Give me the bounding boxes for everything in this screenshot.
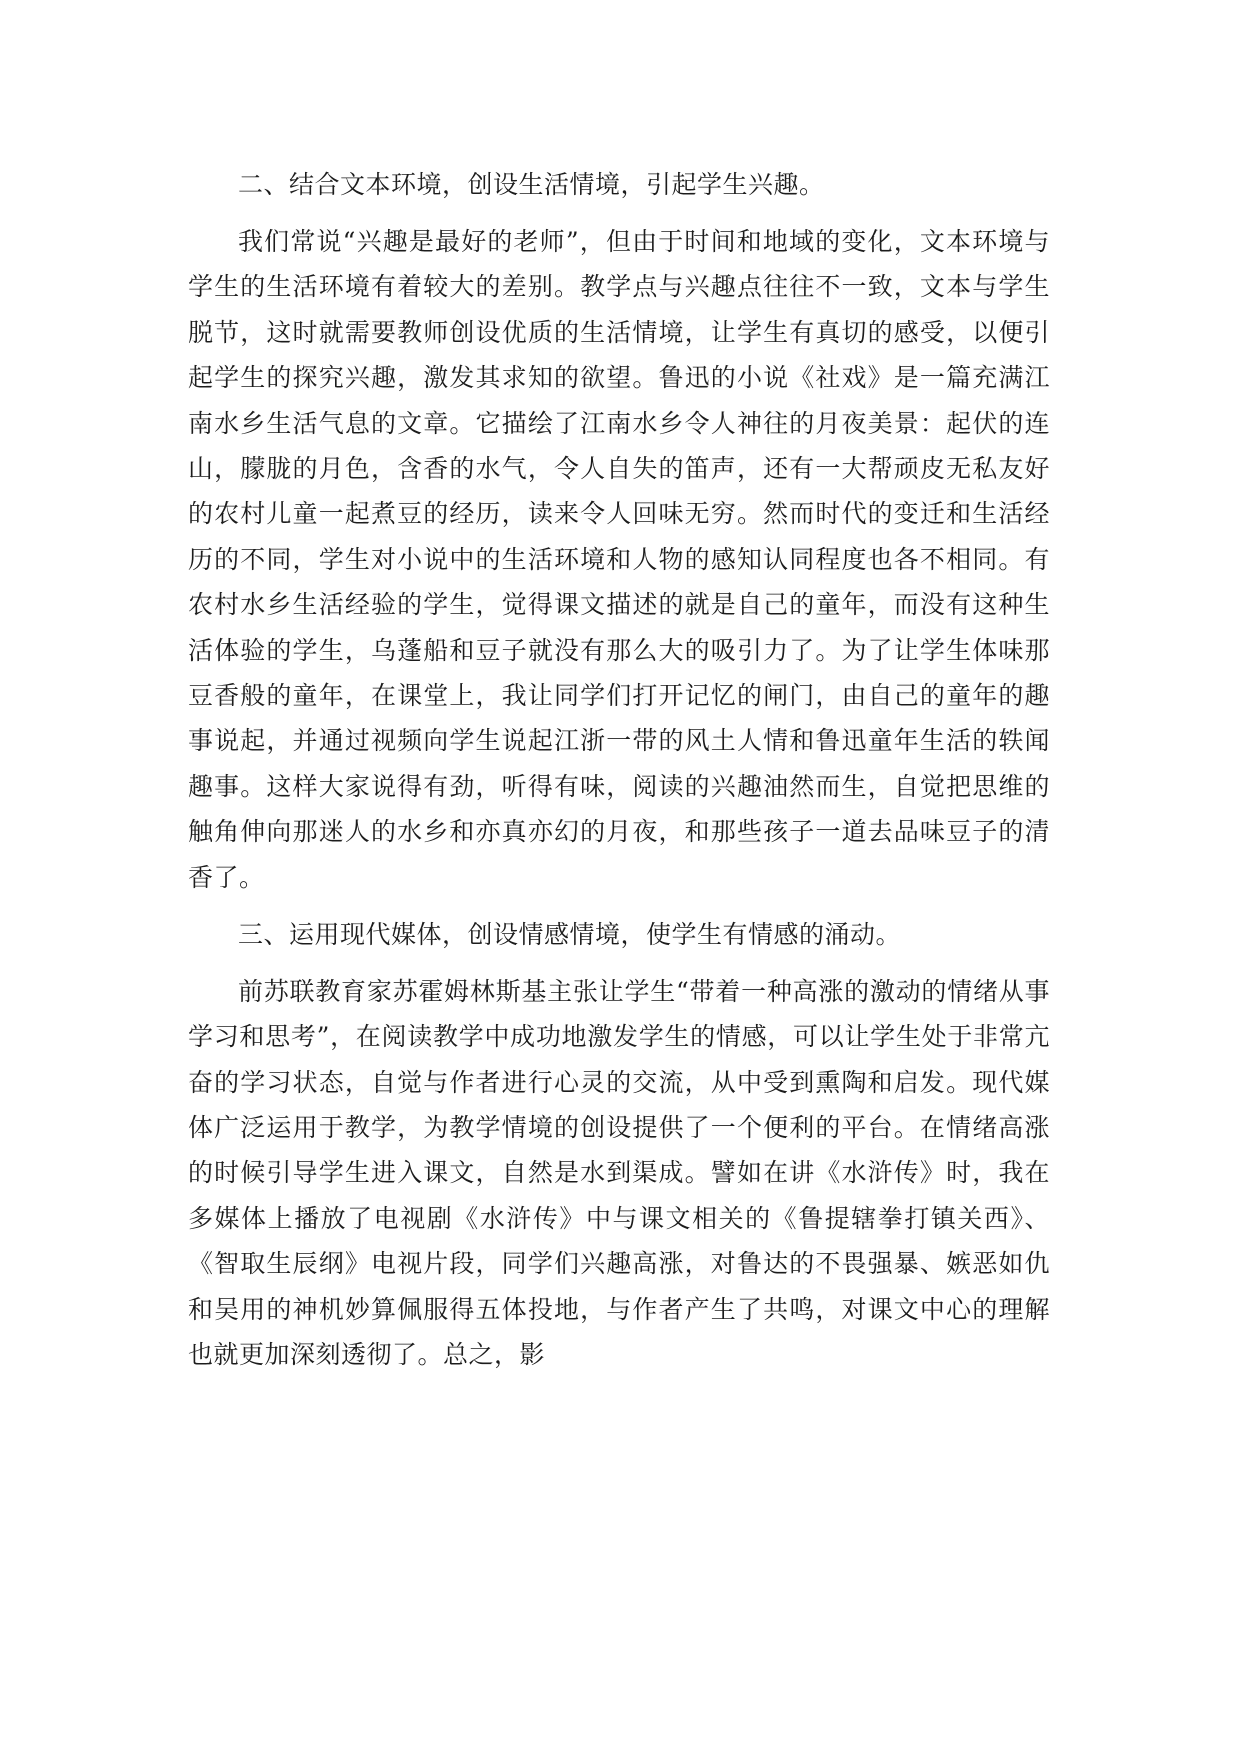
paragraph-interest: 我们常说“兴趣是最好的老师”，但由于时间和地域的变化，文本环境与学生的生活环境有着较大的差别。教学点与兴趣点往往不一致，文本与学生脱节，这时就需要教师创设优质的生活情境，让学生有真切的感受，以便引起学生的探究兴趣，激发其求知的欲望。鲁迅的小说《社戏》是一篇充满江南水乡生活气息的文章。它描绘了江南水乡令人神往的月夜美景：起伏的连山，朦胧的月色，含香的水气，令人自失的笛声，还有一大帮顽皮无私友好的农村儿童一起煮豆的经历，读来令人回味无穷。然而时代的变迁和生活经历的不同，学生对小说中的生活环境和人物的感知认同程度也各不相同。有农村水乡生活经验的学生，觉得课文描述的就是自己的童年，而没有这种生活体验的学生，乌蓬船和豆子就没有那么大的吸引力了。为了让学生体味那豆香般的童年，在课堂上，我让同学们打开记忆的闸门，由自己的童年的趣事说起，并通过视频向学生说起江浙一带的风土人情和鲁迅童年生活的轶闻趣事。这样大家说得有劲，听得有味，阅读的兴趣油然而生，自觉把思维的触角伸向那迷人的水乡和亦真亦幻的月夜，和那些孩子一道去品味豆子的清香了。 xyxy=(188,227,1050,892)
paragraph-media: 前苏联教育家苏霍姆林斯基主张让学生“带着一种高涨的激动的情绪从事学习和思考”，在阅读教学中成功地激发学生的情感，可以让学生处于非常亢奋的学习状态，自觉与作者进行心灵的交流，从中受到熏陶和启发。现代媒体广泛运用于教学，为教学情境的创设提供了一个便利的平台。在情绪高涨的时候引导学生进入课文，自然是水到渠成。譬如在讲《水浒传》时，我在多媒体上播放了电视剧《水浒传》中与课文相关的《鲁提辖拳打镇关西》、《智取生辰纲》电视片段，同学们兴趣高涨，对鲁达的不畏强暴、嫉恶如仇和吴用的神机妙算佩服得五体投地，与作者产生了共鸣，对课文中心的理解也就更加深刻透彻了。总之，影 xyxy=(188,976,1050,1369)
section-heading-3: 三、运用现代媒体，创设情感情境，使学生有情感的涌动。 xyxy=(238,919,902,949)
section-heading-2: 二、结合文本环境，创设生活情境，引起学生兴趣。 xyxy=(238,170,825,199)
document-body xyxy=(188,162,1050,1389)
